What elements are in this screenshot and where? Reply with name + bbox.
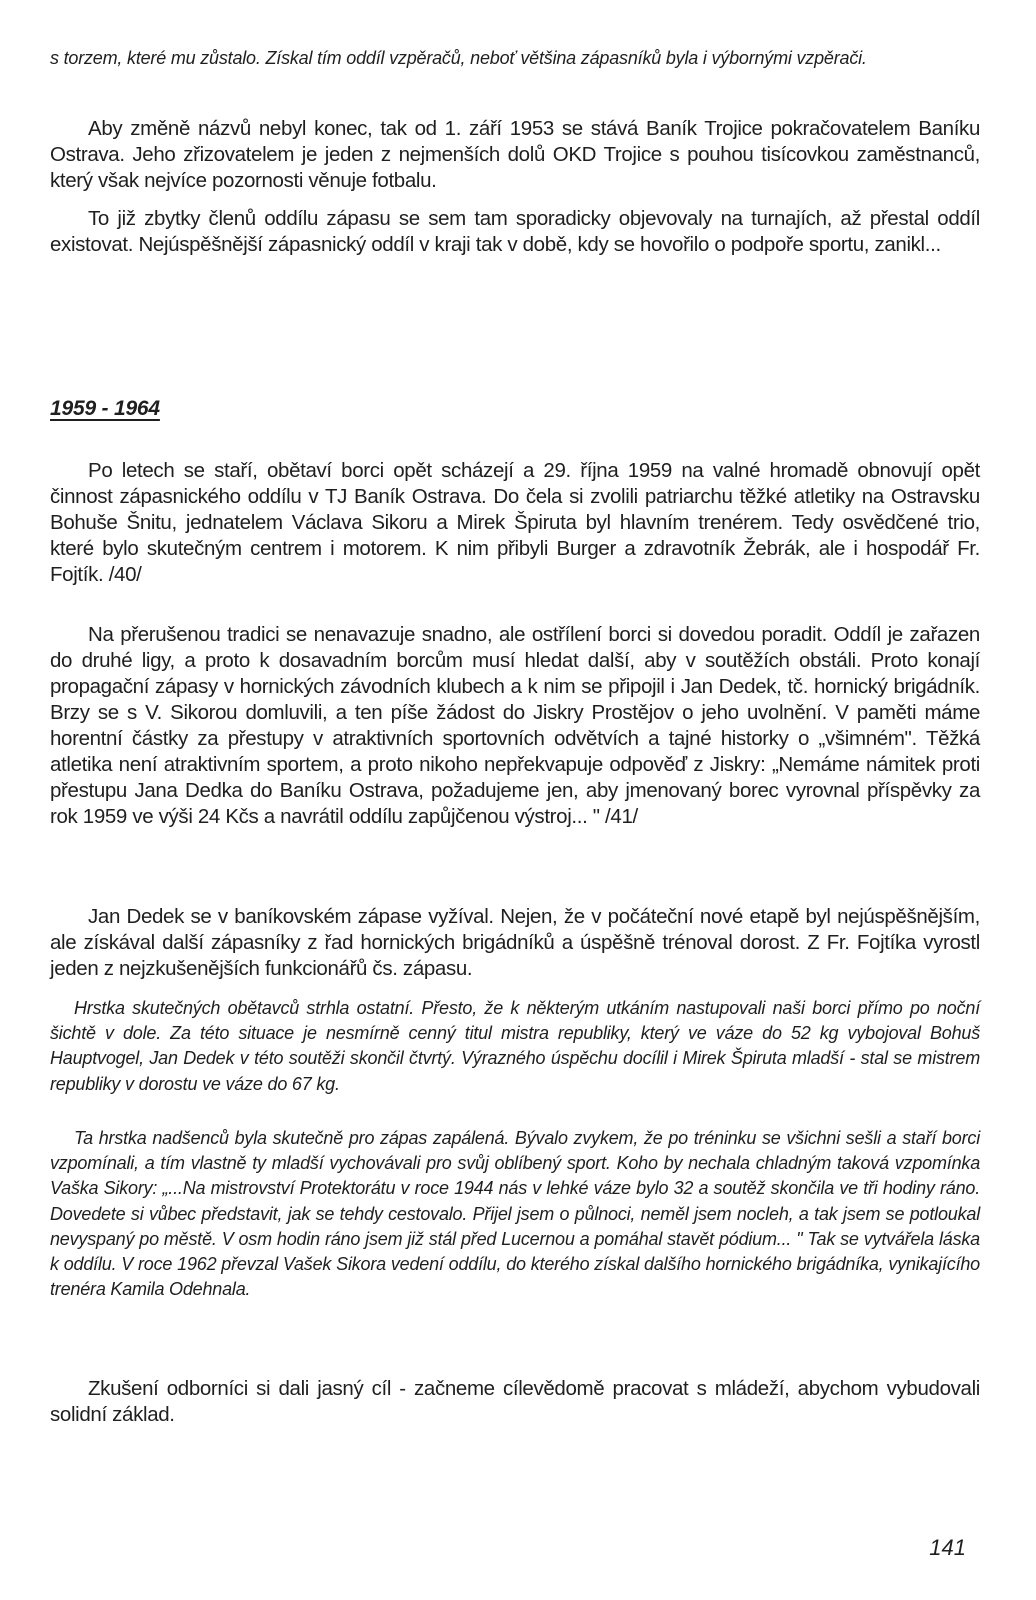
page-number: 141 [929,1535,966,1560]
section-heading: 1959 - 1964 [50,397,160,420]
section-paragraph-2: Na přerušenou tradici se nenavazuje snadno, ale ostřílení borci si dovedou poradit. Oddíl je zařazen do druhé ligy, a proto k dosavadním borcům musí hledat další, aby v soutěžích obstáli. Proto konají propagační zápasy v hornických závodních klubech a k nim se připojil i Jan Dedek, tč. hornický brigádník. Brzy se s V. Sikorou domluvili, a ten píše žádost do Jiskry Prostějov o jeho uvolnění. V paměti máme horentní částky za přestupy v atraktivních sportovních odvětvích a tajné historky o „všimném". Těžká atletika není atraktivním sportem, a proto nikoho nepřekvapuje odpověď z Jiskry: „Nemáme námitek proti přestupu Jana Dedka do Baníku Ostrava, požadujeme jen, aby jmenovaný borec vyrovnal příspěvky za rok 1959 ve výši 24 Kčs a navrátil oddílu zapůjčenou výstroj... " /41/ [50,623,980,828]
italic-paragraph-1: Hrstka skutečných obětavců strhla ostatní. Přesto, že k některým utkáním nastupovali naši borci přímo po noční šichtě v dole. Za této situace je nesmírně cenný titul mistra republiky, který ve váze do 52 kg vybojoval Bohuš Hauptvogel, Jan Dedek v této soutěži skončil čtvrtý. Výrazného úspěchu docílil i Mirek Špiruta mladší - stal se mistrem republiky v dorostu ve váze do 67 kg. [50,998,980,1094]
closing-paragraph: Zkušení odborníci si dali jasný cíl - začneme cílevědomě pracovat s mládeží, abychom vybudovali solidní základ. [50,1377,980,1426]
continuation-paragraph: s torzem, které mu zůstalo. Získal tím oddíl vzpěračů, neboť většina zápasníků byla i výbornými vzpěrači. [50,48,867,68]
section-paragraph-3: Jan Dedek se v baníkovském zápase vyžíval. Nejen, že v počáteční nové etapě byl nejúspěšnějším, ale získával další zápasníky z řad hornických brigádníků a úspěšně trénoval dorost. Z Fr. Fojtíka vyrostl jeden z nejzkušenějších funkcionářů čs. zápasu. [50,905,980,980]
intro-paragraph-2: To již zbytky členů oddílu zápasu se sem tam sporadicky objevovaly na turnajích, až přestal oddíl existovat. Nejúspěšnější zápasnický oddíl v kraji tak v době, kdy se hovořilo o podpoře sportu, zanikl... [50,207,980,256]
section-paragraph-1: Po letech se staří, obětaví borci opět scházejí a 29. října 1959 na valné hromadě obnovují opět činnost zápasnického oddílu v TJ Baník Ostrava. Do čela si zvolili patriarchu těžké atletiky na Ostravsku Bohuše Šnitu, jednatelem Václava Sikoru a Mirek Špiruta byl hlavním trenérem. Tedy osvědčené trio, které bylo skutečným centrem i motorem. K nim přibyli Burger a zdravotník Žebrák, ale i hospodář Fr. Fojtík. /40/ [50,459,980,586]
intro-paragraph-1: Aby změně názvů nebyl konec, tak od 1. září 1953 se stává Baník Trojice pokračovatelem Baníku Ostrava. Jeho zřizovatelem je jeden z nejmenších dolů OKD Trojice s pouhou tisícovkou zaměstnanců, který však nejvíce pozornosti věnuje fotbalu. [50,117,980,192]
italic-paragraph-2: Ta hrstka nadšenců byla skutečně pro zápas zapálená. Bývalo zvykem, že po tréninku se všichni sešli a staří borci vzpomínali, a tím vlastně ty mladší vychovávali pro svůj oblíbený sport. Koho by nechala chladným taková vzpomínka Vaška Sikory: „...Na mistrovství Protektorátu v roce 1944 nás v lehké váze bylo 32 a soutěž skončila ve tři hodiny ráno. Dovedete si vůbec představit, jak se tehdy cestovalo. Přijel jsem o půlnoci, neměl jsem nocleh, a tak jsem se potloukal nevyspaný po městě. V osm hodin ráno jsem již stál před Lucernou a pomáhal stavět pódium... " Tak se vytvářela láska k oddílu. V roce 1962 převzal Vašek Sikora vedení oddílu, do kterého získal dalšího hornického brigádníka, vynikajícího trenéra Kamila Odehnala. [50,1128,980,1300]
